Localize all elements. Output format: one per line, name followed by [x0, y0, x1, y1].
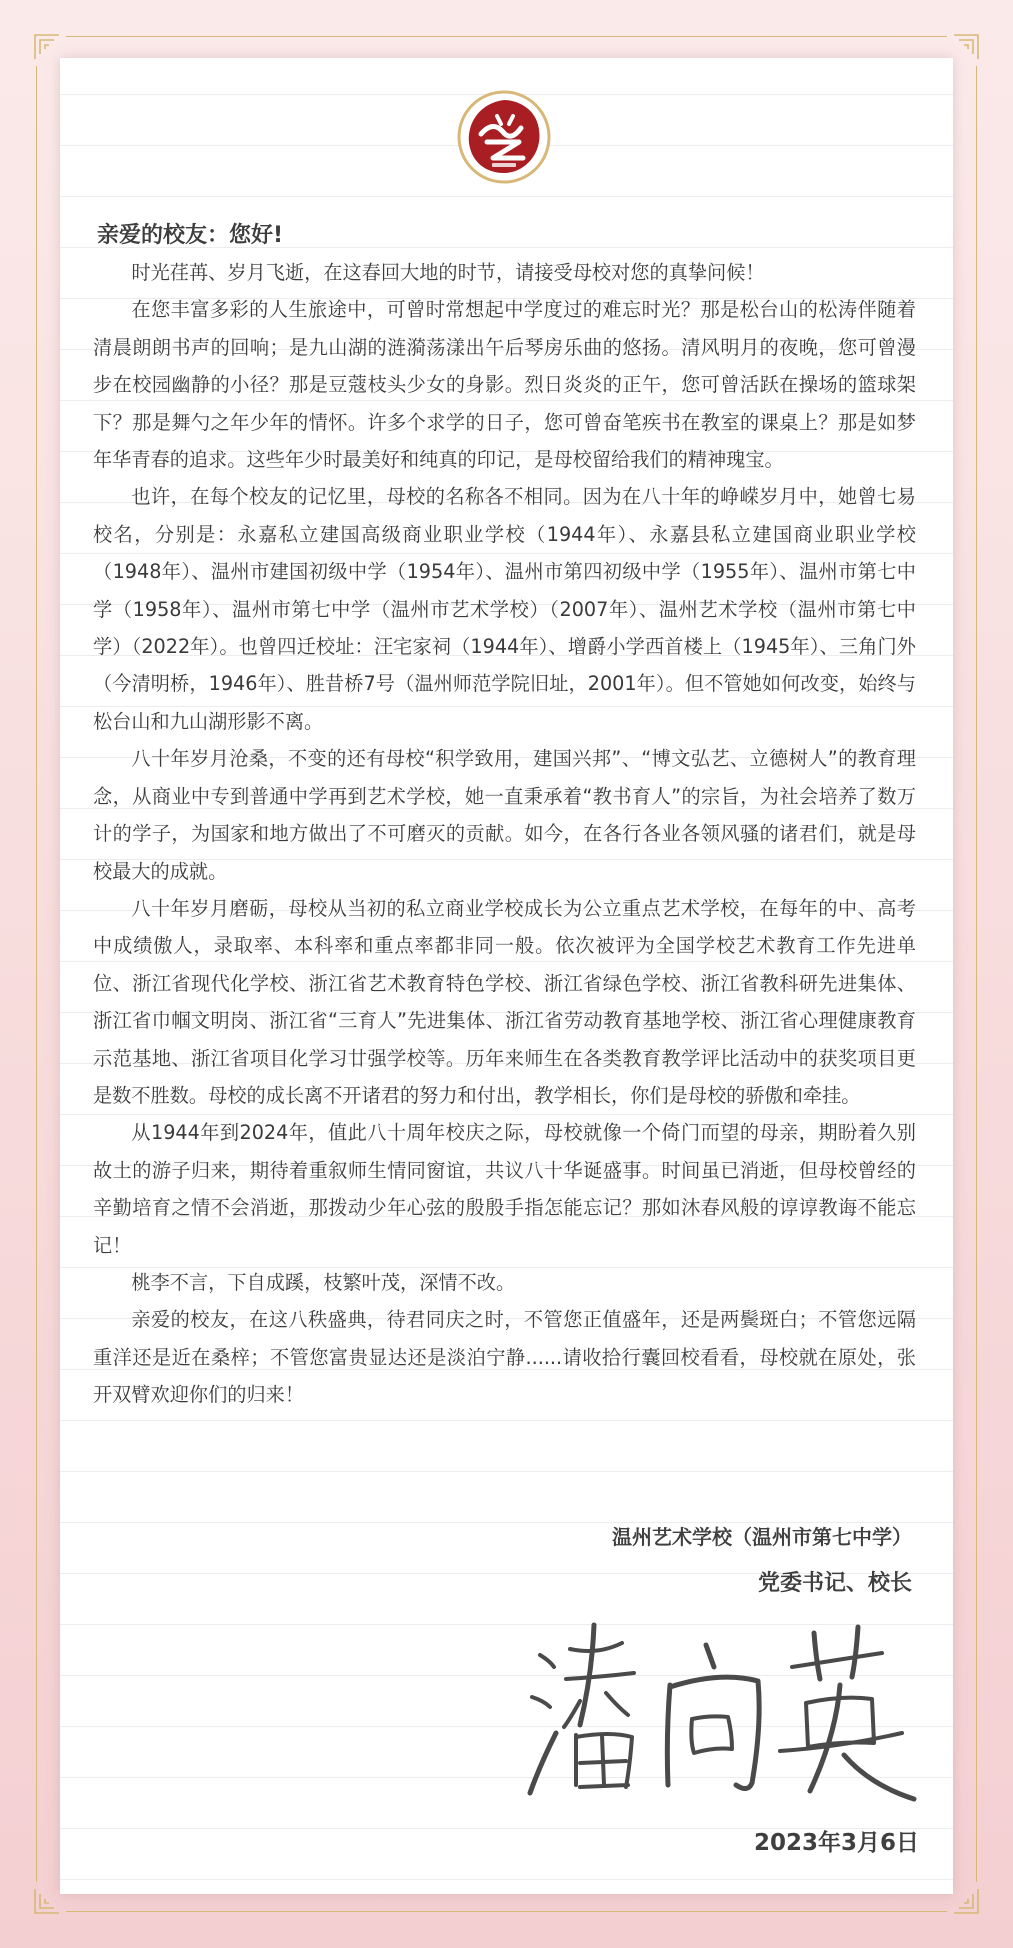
signature-school-name: 温州艺术学校（温州市第七中学） [612, 1525, 912, 1549]
letter-paragraph: 从1944年到2024年，值此八十周年校庆之际，母校就像一个倚门而望的母亲，期盼着久别故土的游子归来，期待着重叙师生情同窗谊，共议八十华诞盛事。时间虽已消逝，但母校曾经的辛勤培育之情不会消逝，那拨动少年心弦的殷殷手指怎能忘记？那如沐春风般的谆谆教诲不能忘记！ [93, 1121, 916, 1257]
letter-paragraph: 亲爱的校友，在这八秩盛典，待君同庆之时，不管您正值盛年，还是两鬓斑白；不管您远隔重洋还是近在桑梓；不管您富贵显达还是淡泊宁静......请收拾行囊回校看看，母校就在原处，张开双臂欢迎你们的归来！ [93, 1308, 916, 1407]
school-logo-icon [457, 90, 551, 184]
frame-edge-top [66, 36, 947, 37]
letter-paragraph: 时光荏苒、岁月飞逝，在这春回大地的时节，请接受母校对您的真挚问候！ [131, 261, 765, 284]
letter-paragraph: 桃李不言，下自成蹊，枝繁叶茂，深情不改。 [131, 1270, 516, 1294]
letter-date: 2023年3月6日 [753, 1830, 919, 1856]
signature-title: 党委书记、校长 [757, 1571, 912, 1596]
frame-corner-ornament [953, 34, 979, 60]
letter-body [93, 254, 916, 1414]
letter-greeting: 亲爱的校友：您好! [97, 223, 284, 248]
frame-corner-ornament [953, 1888, 979, 1914]
letter-paragraph: 八十年岁月沧桑，不变的还有母校“积学致用，建国兴邦”、“博文弘艺、立德树人”的教育理念，从商业中专到普通中学再到艺术学校，她一直秉承着“教书育人”的宗旨，为社会培养了数万计的学子，为国家和地方做出了不可磨灭的贡献。如今，在各行各业各领风骚的诸君们，就是母校最大的成就。 [93, 747, 916, 883]
frame-corner-ornament [34, 34, 60, 60]
handwritten-signature [510, 1615, 920, 1815]
letter-paragraph: 八十年岁月磨砺，母校从当初的私立商业学校成长为公立重点艺术学校，在每年的中、高考中成绩傲人，录取率、本科率和重点率都非同一般。依次被评为全国学校艺术教育工作先进单位、浙江省现代化学校、浙江省艺术教育特色学校、浙江省绿色学校、浙江省教科研先进集体、浙江省巾帼文明岗、浙江省“三育人”先进集体、浙江省劳动教育基地学校、浙江省心理健康教育示范基地、浙江省项目化学习廿强学校等。历年来师生在各类教育教学评比活动中的获奖项目更是数不胜数。母校的成长离不开诸君的努力和付出，教学相长，你们是母校的骄傲和牵挂。 [93, 896, 916, 1107]
frame-edge-bottom [66, 1911, 947, 1912]
letter-paragraph: 也许，在每个校友的记忆里，母校的名称各不相同。因为在八十年的峥嵘岁月中，她曾七易校名，分别是：永嘉私立建国高级商业职业学校（1944年）、永嘉县私立建国商业职业学校（1948年）、温州市建国初级中学（1954年）、温州市第四初级中学（1955年）、温州市第七中学（1958年）、温州市第七中学（温州市艺术学校）（2007年）、温州艺术学校（温州市第七中学）（2022年）。也曾四迁校址：汪宅家祠（1944年）、增爵小学西首楼上（1945年）、三角门外（今清明桥，1946年）、胜昔桥7号（温州师范学院旧址，2001年）。但不管她如何改变，始终与松台山和九山湖形影不离。 [93, 485, 916, 733]
frame-edge-right [976, 66, 977, 1882]
frame-edge-left [36, 66, 37, 1882]
letter-paragraph: 在您丰富多彩的人生旅途中，可曾时常想起中学度过的难忘时光？那是松台山的松涛伴随着清晨朗朗书声的回响；是九山湖的涟漪荡漾出午后琴房乐曲的悠扬。清风明月的夜晚，您可曾漫步在校园幽静的小径？那是豆蔻枝头少女的身影。烈日炎炎的正午，您可曾活跃在操场的篮球架下？那是舞勺之年少年的情怀。许多个求学的日子，您可曾奋笔疾书在教室的课桌上？那是如梦年华青春的追求。这些年少时最美好和纯真的印记，是母校留给我们的精神瑰宝。 [93, 298, 916, 472]
frame-corner-ornament [34, 1888, 60, 1914]
